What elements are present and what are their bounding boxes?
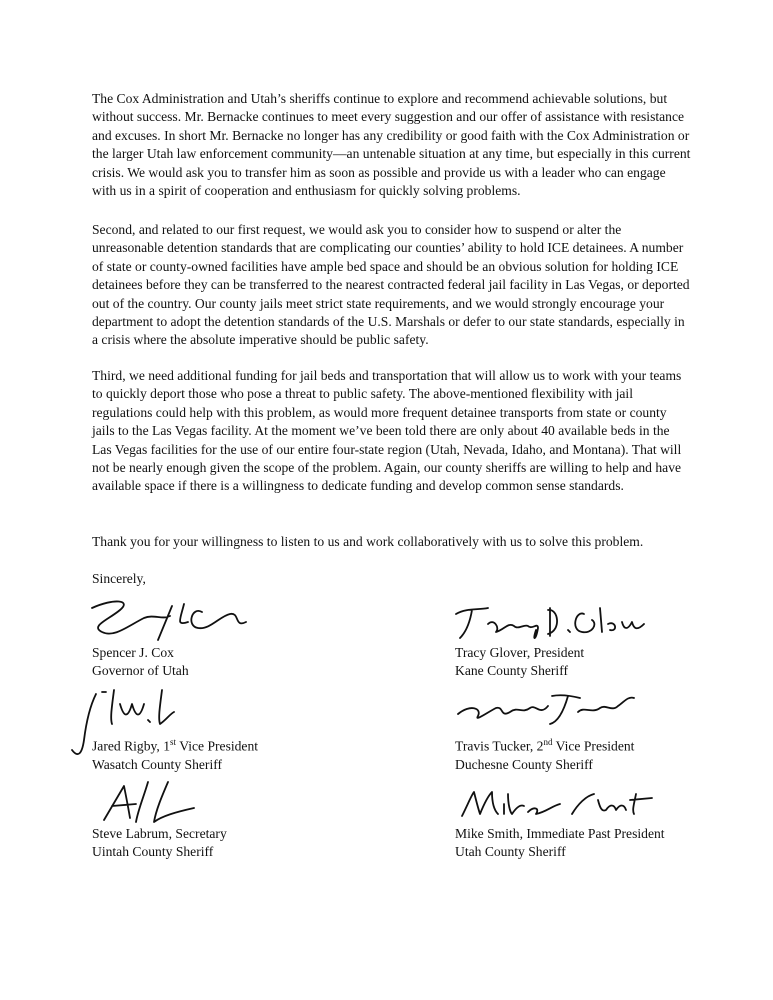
signatory-name: Jared Rigby, 1st Vice President — [92, 737, 259, 754]
signatory-cox — [92, 644, 189, 681]
signatory-title: Uintah County Sheriff — [92, 844, 214, 860]
signature-labrum — [96, 776, 216, 828]
paragraph-1: The Cox Administration and Utah’s sheriffs continue to explore and recommend achievable solutions, but without success. Mr. Bernacke continues to meet every suggestion and our offer of assistance with resistance and excuses. In short Mr. Bernacke no longer has any credibility or good faith with the Cox Administration or the larger Utah law enforcement community—an untenable situation at any time, but especially in this current crisis. We would ask you to transfer him as soon as possible and provide us with a leader who can engage with us in a spirit of cooperation and enthusiasm for quickly solving problems. — [92, 91, 691, 199]
signatory-title: Kane County Sheriff — [455, 663, 569, 679]
signatory-name: Travis Tucker, 2nd Vice President — [455, 737, 635, 754]
signatory-name: Steve Labrum, Secretary — [92, 826, 227, 841]
closing: Sincerely, — [92, 571, 146, 586]
paragraph-3: Third, we need additional funding for jail beds and transportation that will allow us to work with your teams to quickly deport those who pose a threat to public safety. The above-mentioned flexibility with jail regulations could help with this problem, as would more frequent detainee transports from state or county jails to the Las Vegas facility. At the moment we’ve been told there are only about 40 available beds in the Las Vegas facilities for the use of our entire four-state region (Utah, Nevada, Idaho, and Montana). That will not be nearly enough given the scope of the problem. Again, our county sheriffs are willing to help and have available space if there is a willingness to dedicate funding and develop common sense standards. — [92, 368, 682, 494]
signatory-tucker — [455, 733, 634, 774]
signatory-smith — [455, 825, 665, 862]
signature-cox — [84, 596, 254, 644]
signatory-glover — [455, 644, 584, 681]
signature-smith — [456, 786, 666, 822]
signatory-name: Mike Smith, Immediate Past President — [455, 826, 665, 841]
signature-tucker — [452, 684, 642, 730]
paragraph-2: Second, and related to our first request, we would ask you to consider how to suspend or alter the unreasonable detention standards that are complicating our counties’ ability to hold ICE detainees. A number of state or county-owned facilities have ample bed space and should be an obvious solution for holding ICE detainees before they can be transferred to the nearest contracted federal jail facility in Las Vegas, or deported out of the country. Our county jails meet strict state requirements, and we would strongly encourage your department to adopt the detention standards of the U.S. Marshals or defer to our state standards, especially in a crisis where the absolute imperative should be public safety. — [92, 222, 690, 348]
signature-glover — [452, 600, 652, 644]
signatory-title: Duchesne County Sheriff — [455, 756, 593, 772]
signatory-labrum — [92, 825, 227, 862]
signatory-title: Utah County Sheriff — [455, 844, 566, 860]
signatory-rigby — [92, 733, 258, 774]
paragraph-4: Thank you for your willingness to listen to us and work collaboratively with us to solve this problem. — [92, 534, 644, 549]
signatory-name: Tracy Glover, President — [455, 645, 585, 660]
signatory-title: Governor of Utah — [92, 663, 189, 679]
signatory-title: Wasatch County Sheriff — [92, 756, 223, 772]
signatory-name: Spencer J. Cox — [92, 645, 174, 660]
